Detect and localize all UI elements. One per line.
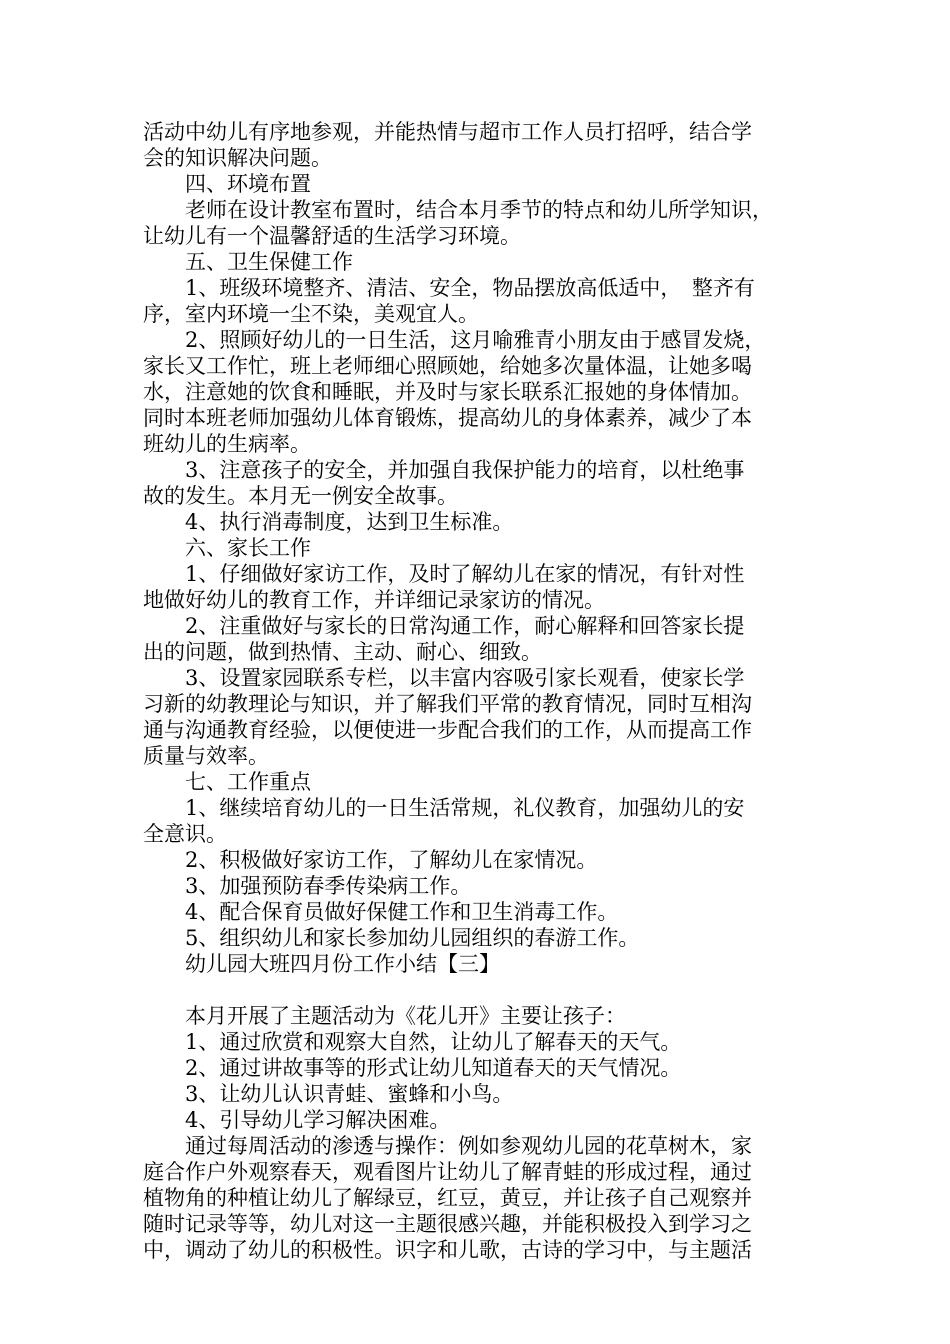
text-line: 随时记录等等，幼儿对这一主题很感兴趣，并能积极投入到学习之 <box>143 1212 752 1236</box>
text-line: 班幼儿的生病率。 <box>143 432 311 456</box>
text-line: 3、设置家园联系专栏，以丰富内容吸引家长观看，使家长学 <box>143 666 745 690</box>
text-line: 1、继续培育幼儿的一日生活常规，礼仪教育，加强幼儿的安 <box>143 796 745 820</box>
text-line: 2、积极做好家访工作，了解幼儿在家情况。 <box>143 848 598 872</box>
text-line: 植物角的种植让幼儿了解绿豆，红豆，黄豆，并让孩子自己观察并 <box>143 1186 752 1210</box>
text-line: 幼儿园大班四月份工作小结【三】 <box>143 952 500 976</box>
text-line: 地做好幼儿的教育工作，并详细记录家访的情况。 <box>143 588 605 612</box>
text-line: 全意识。 <box>143 822 227 846</box>
text-line: 2、通过讲故事等的形式让幼儿知道春天的天气情况。 <box>143 1056 682 1080</box>
text-line: 出的问题，做到热情、主动、耐心、细致。 <box>143 640 542 664</box>
text-line: 通过每周活动的渗透与操作：例如参观幼儿园的花草树木，家 <box>143 1134 752 1158</box>
text-line: 水，注意她的饮食和睡眠，并及时与家长联系汇报她的身体情加。 <box>143 380 752 404</box>
text-line: 2、注重做好与家长的日常沟通工作，耐心解释和回答家长提 <box>143 614 745 638</box>
text-line: 六、家长工作 <box>143 536 311 560</box>
text-line: 习新的幼教理论与知识，并了解我们平常的教育情况，同时互相沟 <box>143 692 752 716</box>
text-line: 3、加强预防春季传染病工作。 <box>143 874 472 898</box>
blank-line <box>143 977 811 1003</box>
text-line: 1、通过欣赏和观察大自然，让幼儿了解春天的天气。 <box>143 1030 682 1054</box>
text-line: 3、注意孩子的安全，并加强自我保护能力的培育，以杜绝事 <box>143 458 745 482</box>
text-line: 3、让幼儿认识青蛙、蜜蜂和小鸟。 <box>143 1082 514 1106</box>
text-line: 质量与效率。 <box>143 744 269 768</box>
text-line: 活动中幼儿有序地参观，并能热情与超市工作人员打招呼，结合学 <box>143 120 752 144</box>
text-line: 故的发生。本月无一例安全故事。 <box>143 484 458 508</box>
text-line: 4、配合保育员做好保健工作和卫生消毒工作。 <box>143 900 619 924</box>
text-line: 老师在设计教室布置时，结合本月季节的特点和幼儿所学知识， <box>143 198 773 222</box>
text-line: 1、班级环境整齐、清洁、安全，物品摆放高低适中， 整齐有 <box>143 276 755 300</box>
text-line: 4、引导幼儿学习解决困难。 <box>143 1108 451 1132</box>
document-body <box>143 119 811 1263</box>
text-line: 会的知识解决问题。 <box>143 146 332 170</box>
text-line: 序，室内环境一尘不染，美观宜人。 <box>143 302 479 326</box>
text-line: 通与沟通教育经验，以便使进一步配合我们的工作，从而提高工作 <box>143 718 752 742</box>
text-line: 让幼儿有一个温馨舒适的生活学习环境。 <box>143 224 521 248</box>
text-line: 五、卫生保健工作 <box>143 250 353 274</box>
text-line: 四、环境布置 <box>143 172 311 196</box>
text-line: 5、组织幼儿和家长参加幼儿园组织的春游工作。 <box>143 926 640 950</box>
text-line: 4、执行消毒制度，达到卫生标准。 <box>143 510 514 534</box>
text-line: 本月开展了主题活动为《花儿开》主要让孩子： <box>143 1004 626 1028</box>
text-line: 1、仔细做好家访工作，及时了解幼儿在家的情况，有针对性 <box>143 562 745 586</box>
text-line: 七、工作重点 <box>143 770 311 794</box>
text-line: 庭合作户外观察春天，观看图片让幼儿了解青蛙的形成过程，通过 <box>143 1160 752 1184</box>
text-line: 2、照顾好幼儿的一日生活，这月喻雅青小朋友由于感冒发烧， <box>143 328 766 352</box>
text-line: 家长又工作忙，班上老师细心照顾她，给她多次量体温，让她多喝 <box>143 354 752 378</box>
text-line: 中，调动了幼儿的积极性。识字和儿歌，古诗的学习中，与主题活 <box>143 1238 752 1262</box>
text-line: 同时本班老师加强幼儿体育锻炼，提高幼儿的身体素养，减少了本 <box>143 406 752 430</box>
